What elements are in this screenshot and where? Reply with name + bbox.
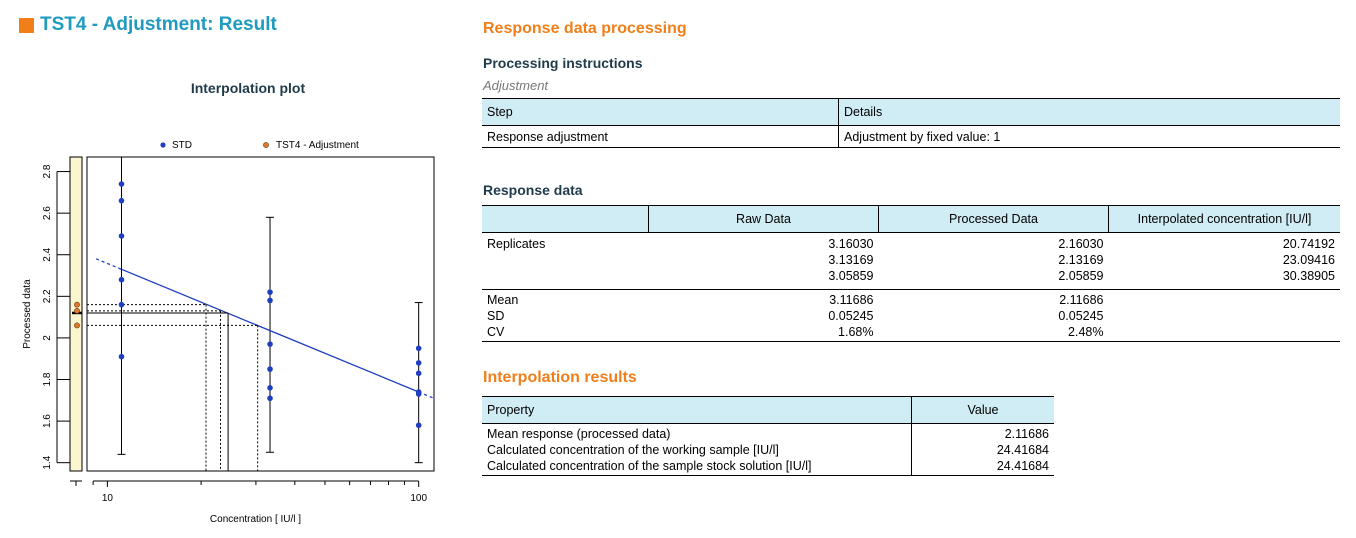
empty-cell — [482, 269, 649, 290]
table-row — [482, 443, 1054, 459]
interpolated-value: 20.74192 — [1282, 237, 1335, 251]
y-tick-label: 1.8 — [42, 372, 53, 387]
empty-cell — [1109, 309, 1341, 325]
interpolated-value: 30.38905 — [1282, 269, 1335, 283]
raw-value: 0.05245 — [828, 309, 874, 323]
table-row — [482, 459, 1054, 476]
processed-value: 2.16030 — [1058, 237, 1104, 251]
table-row — [482, 424, 1054, 444]
col-property: Property — [482, 397, 912, 424]
std-point — [267, 395, 273, 401]
std-point — [416, 391, 422, 397]
table-row — [482, 325, 1340, 342]
page-title-container — [19, 14, 277, 36]
interpolation-results-title: Interpolation results — [483, 369, 637, 386]
interpolated-value: 23.09416 — [1282, 253, 1335, 267]
raw-value: 3.05859 — [828, 269, 874, 283]
processed-value: 2.05859 — [1058, 269, 1104, 283]
std-point — [119, 302, 125, 308]
processing-table — [482, 98, 1340, 148]
raw-value: 1.68% — [649, 325, 879, 342]
x-tick-label: 10 — [101, 493, 113, 504]
stat-label: Mean — [482, 290, 649, 310]
plot-title: Interpolation plot — [190, 80, 306, 96]
x-axis-label: Concentration [ IU/l ] — [209, 514, 302, 525]
std-point — [267, 289, 273, 295]
plot-frame — [87, 157, 434, 471]
processing-subtitle: Adjustment — [483, 78, 549, 93]
std-point — [119, 181, 125, 187]
y-tick-label: 1.6 — [42, 414, 53, 429]
y-tick-label: 2.2 — [42, 289, 53, 304]
std-point — [119, 233, 125, 239]
interpolation-table — [482, 396, 1054, 476]
std-point — [119, 277, 125, 283]
y-tick-label: 2.6 — [42, 206, 53, 221]
raw-value: 3.16030 — [828, 237, 874, 251]
processing-instructions-title: Processing instructions — [483, 55, 643, 71]
legend-std-label: STD — [172, 140, 192, 151]
legend-std-marker — [160, 142, 165, 147]
empty-cell — [1109, 290, 1341, 310]
empty-cell — [482, 253, 649, 269]
col-raw: Raw Data — [649, 206, 879, 233]
std-point — [119, 354, 125, 360]
legend-sample-marker — [263, 142, 268, 147]
value-cell: 24.41684 — [912, 443, 1055, 459]
details-cell: Adjustment by fixed value: 1 — [839, 126, 1341, 148]
col-step: Step — [482, 99, 839, 126]
value-cell: 24.41684 — [912, 459, 1055, 476]
y-tick-label: 2.4 — [42, 247, 53, 262]
stat-label: SD — [487, 309, 505, 323]
processed-value: 2.48% — [879, 325, 1109, 342]
x-tick-label: 100 — [410, 493, 428, 504]
property-cell: Calculated concentration of the working sample [IU/l] — [487, 443, 779, 457]
std-point — [267, 341, 273, 347]
table-row — [482, 269, 1340, 290]
response-processing-title: Response data processing — [483, 20, 687, 37]
y-tick-label: 2 — [42, 335, 53, 341]
table-row — [482, 290, 1340, 310]
processed-value: 2.11686 — [879, 290, 1109, 310]
table-row — [482, 233, 1340, 254]
raw-value: 3.11686 — [649, 290, 879, 310]
y-tick-label: 2.8 — [42, 164, 53, 179]
processed-value: 2.13169 — [1058, 253, 1104, 267]
sample-point — [74, 308, 79, 313]
y-tick-label: 1.4 — [42, 455, 53, 470]
interpolation-header-row — [482, 397, 1054, 424]
std-point — [416, 422, 422, 428]
col-processed: Processed Data — [879, 206, 1109, 233]
sample-point — [74, 302, 79, 307]
property-cell: Calculated concentration of the sample stock solution [IU/l] — [482, 459, 912, 476]
stat-label: CV — [482, 325, 649, 342]
legend-sample-label: TST4 - Adjustment — [276, 140, 359, 151]
std-point — [119, 198, 125, 204]
page-title: TST4 - Adjustment: Result — [40, 14, 277, 35]
std-point — [267, 385, 273, 391]
raw-value: 3.13169 — [828, 253, 874, 267]
std-point — [267, 298, 273, 304]
std-point — [416, 370, 422, 376]
std-point — [267, 366, 273, 372]
interpolation-plot — [0, 130, 450, 530]
title-marker-icon — [19, 18, 34, 33]
col-value: Value — [912, 397, 1055, 424]
value-cell: 2.11686 — [912, 424, 1055, 444]
replicates-label: Replicates — [487, 237, 546, 251]
col-blank — [482, 206, 649, 233]
sample-point — [74, 323, 79, 328]
table-row — [482, 309, 1340, 325]
col-details: Details — [839, 99, 1341, 126]
y-axis-label: Processed data — [22, 279, 33, 349]
table-row — [482, 253, 1340, 269]
response-data-table — [482, 205, 1340, 342]
response-header-row — [482, 206, 1340, 233]
std-point — [416, 360, 422, 366]
response-data-title: Response data — [483, 182, 583, 198]
property-cell: Mean response (processed data) — [487, 427, 671, 441]
empty-cell — [1109, 325, 1341, 342]
table-row — [482, 126, 1340, 148]
processed-value: 0.05245 — [1058, 309, 1104, 323]
col-interpolated: Interpolated concentration [IU/l] — [1109, 206, 1341, 233]
std-point — [416, 346, 422, 352]
processing-header-row — [482, 99, 1340, 126]
step-cell: Response adjustment — [482, 126, 839, 148]
